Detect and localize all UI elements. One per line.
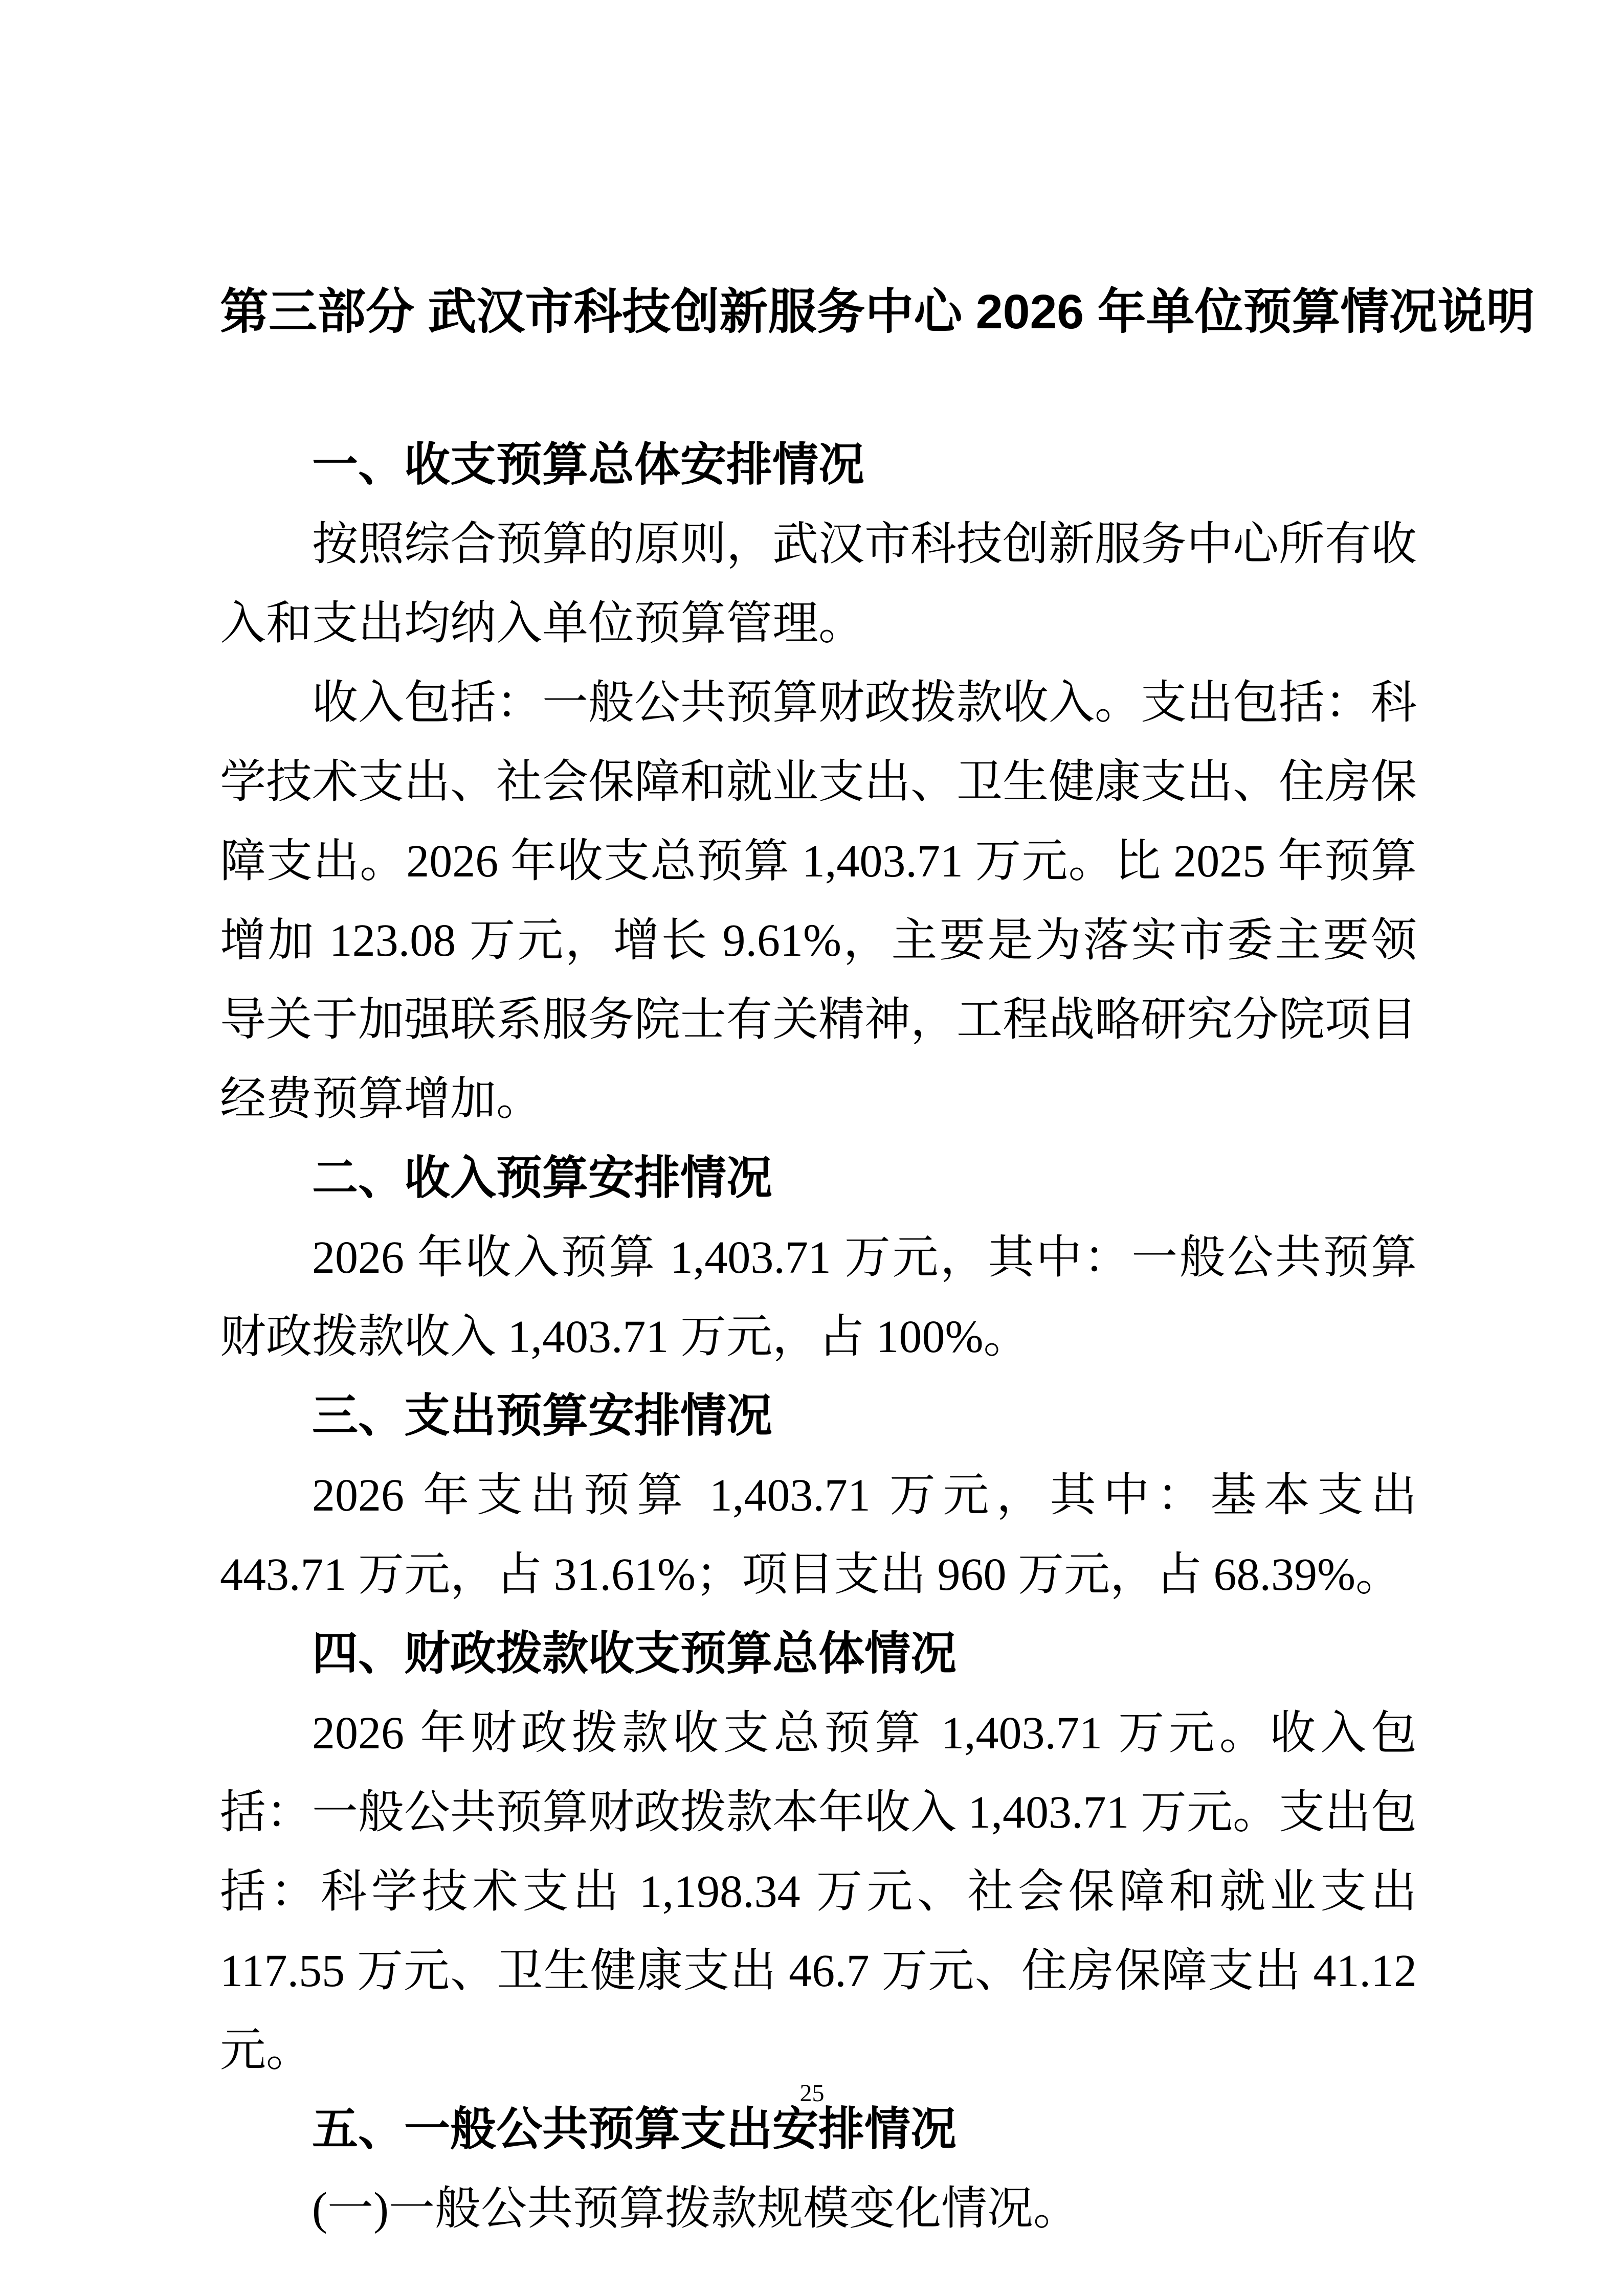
section-1-paragraph-2: 收入包括：一般公共预算财政拨款收入。支出包括：科学技术支出、社会保障和就业支出、卫生健康支出、住房保障支出。2026 年收支总预算 1,403.71 万元。比 2025 年预算增加 123.08 万元，增长 9.61%，主要是为落实市委主要领导关于加强联系服务院士有关精神，工程战略研究分院项目经费预算增加。: [220, 678, 1417, 1124]
section-heading-3: 三、支出预算安排情况: [312, 1390, 772, 1442]
section-4-paragraph-1: 2026 年财政拨款收支总预算 1,403.71 万元。收入包括：一般公共预算财政拨款本年收入 1,403.71 万元。支出包括：科学技术支出 1,198.34 万元、社会保障和就业支出 117.55 万元、卫生健康支出 46.7 万元、住房保障支出 41.12 元。: [220, 1708, 1417, 2076]
page-number: 25: [799, 2080, 825, 2107]
section-heading-1: 一、收支预算总体安排情况: [312, 439, 864, 490]
page-title: 第三部分 武汉市科技创新服务中心 2026 年单位预算情况说明: [220, 285, 1535, 339]
document-body: [220, 425, 1417, 2248]
section-5-paragraph-1: (一)一般公共预算拨款规模变化情况。: [312, 2184, 1079, 2234]
section-2-paragraph-1: 2026 年收入预算 1,403.71 万元，其中：一般公共预算财政拨款收入 1,403.71 万元，占 100%。: [220, 1232, 1417, 1362]
section-1-paragraph-1: 按照综合预算的原则，武汉市科技创新服务中心所有收入和支出均纳入单位预算管理。: [220, 519, 1417, 649]
section-heading-4: 四、财政拨款收支预算总体情况: [312, 1628, 956, 1679]
section-heading-5: 五、一般公共预算支出安排情况: [312, 2104, 956, 2155]
section-3-paragraph-1: 2026 年支出预算 1,403.71 万元，其中：基本支出 443.71 万元，占 31.61%；项目支出 960 万元，占 68.39%。: [220, 1470, 1417, 1600]
section-heading-2: 二、收入预算安排情况: [312, 1153, 772, 1204]
